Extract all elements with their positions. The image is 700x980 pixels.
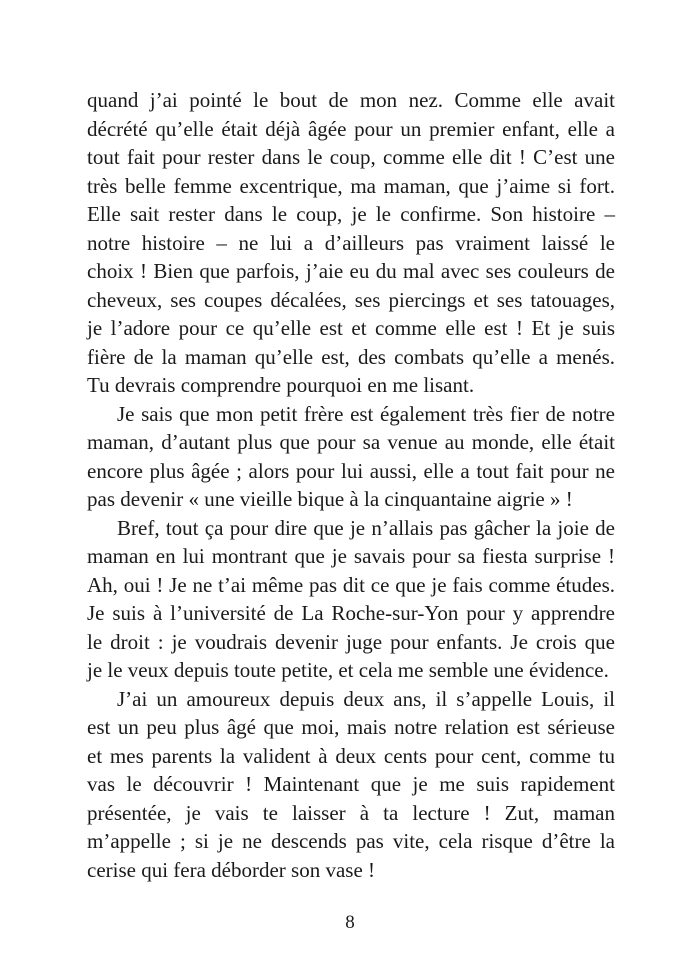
text-line: je l’adore pour ce qu’elle est et comme elle est ! Et je suis xyxy=(87,316,615,340)
text-line: très belle femme excentrique, ma maman, que j’aime si fort. xyxy=(87,173,615,198)
text-line: choix ! Bien que parfois, j’aie eu du mal avec ses couleurs de xyxy=(87,259,615,283)
text-line: je le veux depuis toute petite, et cela me semble une évidence. xyxy=(87,658,609,682)
text-line: maman en lui montrant que je savais pour sa fiesta surprise ! xyxy=(87,544,615,568)
text-line: J’ai un amoureux depuis deux ans, il s’appelle Louis, il xyxy=(117,686,615,711)
text-line: Je suis à l’université de La Roche-sur-Yon pour y apprendre xyxy=(87,601,615,625)
paragraph xyxy=(87,514,615,685)
paragraph xyxy=(87,86,615,400)
text-line: et mes parents la valident à deux cents pour cent, comme tu xyxy=(87,743,615,768)
page-number: 8 xyxy=(345,912,355,933)
text-line: m’appelle ; si je ne descends pas vite, cela risque d’être la xyxy=(87,829,615,853)
text-line: Je sais que mon petit frère est également très fier de notre xyxy=(117,401,615,426)
text-line: est un peu plus âgé que moi, mais notre relation est sérieuse xyxy=(87,715,615,739)
text-line: cheveux, ses coupes décalées, ses piercings et ses tatouages, xyxy=(87,287,615,312)
text-line: le droit : je voudrais devenir juge pour enfants. Je crois que xyxy=(87,629,615,654)
text-line: Ah, oui ! Je ne t’ai même pas dit ce que je fais comme études. xyxy=(87,572,615,597)
text-line: notre histoire – ne lui a d’ailleurs pas vraiment laissé le xyxy=(87,230,615,255)
text-line: encore plus âgée ; alors pour lui aussi, elle a tout fait pour ne xyxy=(87,458,615,483)
text-line: quand j’ai pointé le bout de mon nez. Comme elle avait xyxy=(87,88,615,112)
text-line: Elle sait rester dans le coup, je le confirme. Son histoire – xyxy=(87,202,615,226)
paragraph xyxy=(87,685,615,885)
text-line: maman, d’autant plus que pour sa venue au monde, elle était xyxy=(87,430,615,454)
text-line: présentée, je vais te laisser à ta lecture ! Zut, maman xyxy=(87,800,615,825)
text-line: Tu devrais comprendre pourquoi en me lisant. xyxy=(87,373,475,397)
text-line: décrété qu’elle était déjà âgée pour un premier enfant, elle a xyxy=(87,116,615,141)
text-line: tout fait pour rester dans le coup, comme elle dit ! C’est une xyxy=(87,145,615,169)
paragraph xyxy=(87,400,615,514)
body-text xyxy=(87,86,615,884)
text-line: Bref, tout ça pour dire que je n’allais pas gâcher la joie de xyxy=(117,515,615,540)
text-line: cerise qui fera déborder son vase ! xyxy=(87,857,376,882)
text-line: pas devenir « une vieille bique à la cinquantaine aigrie » ! xyxy=(87,487,573,511)
text-line: fière de la maman qu’elle est, des combats qu’elle a menés. xyxy=(87,344,615,369)
text-line: vas le découvrir ! Maintenant que je me suis rapidement xyxy=(87,772,615,796)
